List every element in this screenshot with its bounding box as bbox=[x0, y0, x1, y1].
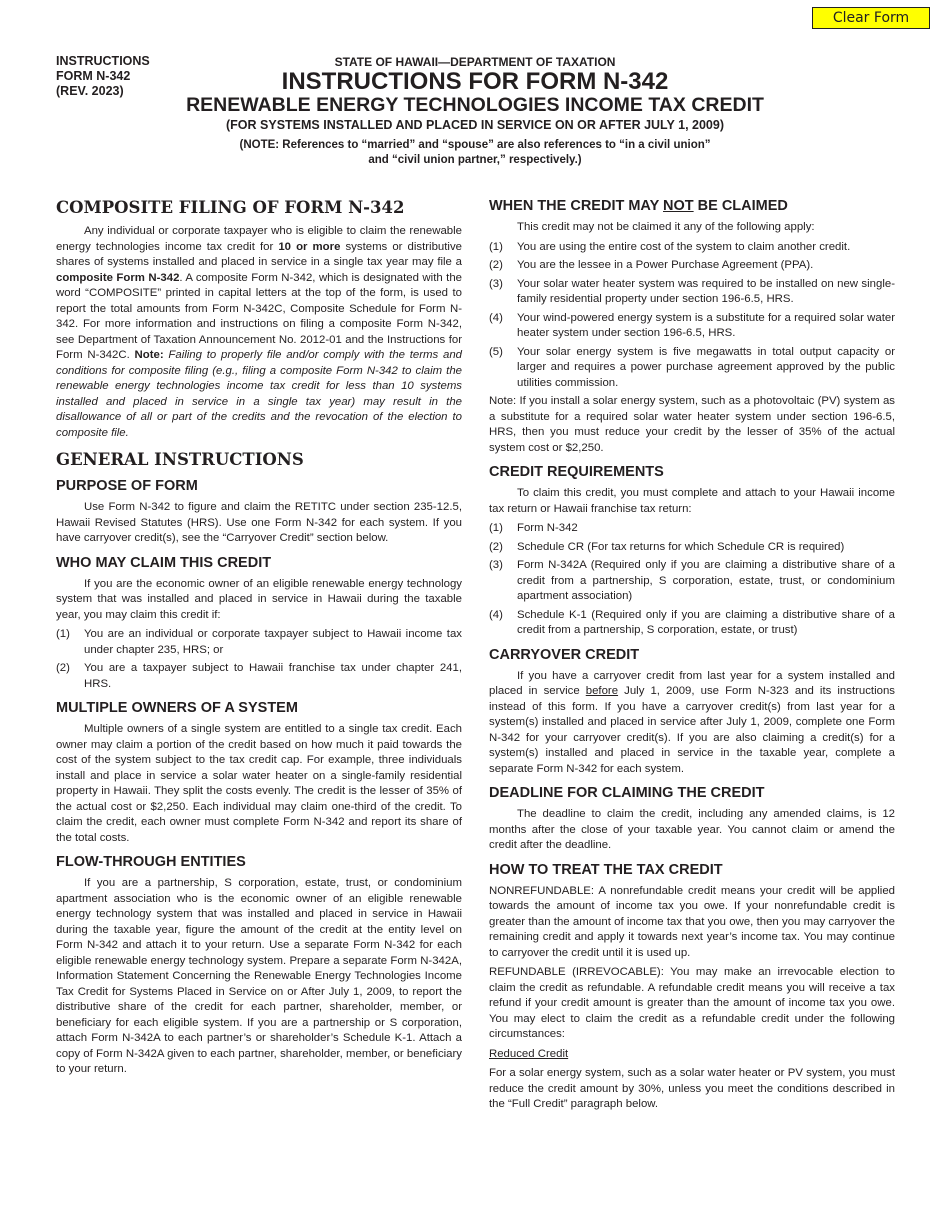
not-claimed-heading bbox=[489, 197, 895, 215]
flow-through-heading: FLOW-THROUGH ENTITIES bbox=[56, 854, 246, 870]
who-may-claim-paragraph: If you are the economic owner of an eligible renewable energy technology system that was installed and placed in service in Hawaii during the taxable year, you may claim this credit if: bbox=[56, 577, 462, 621]
list-item bbox=[489, 240, 895, 256]
text-run: July 1, 2009, use Form N-323 and its instructions instead of this form. If you have a carryover credit(s) from last year for a system(s) installed and placed in service after July 1, 2009, complete one Form N-342 for your carryover credit(s). If you are also claiming a credit(s) for a system(s) installed and placed in service in the taxable year, complete a separate Form N-342 for each system. bbox=[489, 685, 895, 775]
credit-requirements-intro: To claim this credit, you must complete and attach to your Hawaii income tax return or Hawaii franchise tax return: bbox=[489, 487, 895, 515]
page-title: INSTRUCTIONS FOR FORM N-342 bbox=[281, 68, 669, 95]
applicability-note: (FOR SYSTEMS INSTALLED AND PLACED IN SERVICE ON OR AFTER JULY 1, 2009) bbox=[226, 118, 724, 132]
text-run: If you have a carryover credit from last year for a system installed and placed in service bbox=[489, 669, 895, 697]
list-number: (1) bbox=[489, 240, 503, 253]
purpose-paragraph: Use Form N-342 to figure and claim the RETITC under section 235-12.5, Hawaii Revised Statutes (HRS). Use one Form N-342 for each system. If you have carryover credit(s), see the “Carryover Credit” section below. bbox=[56, 501, 462, 544]
text-run: . A composite Form N-342, which is designated with the word “COMPOSITE” printed in capital letters at the top of the form, is used to report the total amounts from Form N-342C, Composite Schedule for Form N-342. For more information and instructions on filing a composite Form N-342, see Department of Taxation Announcement No. 2012-01 and the Instructions for Form N-342C. bbox=[56, 271, 462, 361]
list-text: Form N-342A (Required only if you are claiming a distributive share of a credit from a partnership, S corporation, estate, trust, or condominium apartment association) bbox=[517, 559, 895, 602]
carryover-credit-paragraph bbox=[489, 669, 895, 778]
civil-union-note bbox=[150, 138, 800, 168]
list-text: Your wind-powered energy system is a substitute for a required solar water heater system under section 196-6.5, HRS. bbox=[517, 311, 895, 339]
note-label: Note: bbox=[134, 349, 164, 361]
reduced-credit-subheading: Reduced Credit bbox=[489, 1047, 569, 1060]
carryover-credit-heading: CARRYOVER CREDIT bbox=[489, 646, 640, 663]
note-italic-text: Failing to properly file and/or comply with the terms and conditions for composite filing (e.g., filing a composite Form N-342 to claim the renewable energy technologies income tax credit for less than 10 systems installed and placed in service in a single tax year) may result in the disallowance of all or part of the credits and the revocation of the election to composite file. bbox=[56, 349, 462, 439]
reduced-credit-paragraph: For a solar energy system, such as a solar water heater or PV system, you must reduce the credit amount by 30%, unless you meet the conditions described in the “Full Credit” paragraph below. bbox=[489, 1067, 895, 1110]
list-text: Schedule CR (For tax returns for which Schedule CR is required) bbox=[517, 540, 845, 553]
list-item bbox=[56, 627, 462, 658]
list-text: Schedule K-1 (Required only if you are claiming a distributive share of a credit from a partnership, S corporation, estate, or trust) bbox=[517, 608, 895, 636]
note-line: (NOTE: References to “married” and “spouse” are also references to “in a civil union” bbox=[239, 139, 711, 151]
list-item bbox=[489, 558, 895, 605]
clear-form-button[interactable]: Clear Form bbox=[812, 7, 930, 29]
note-line: and “civil union partner,” respectively.) bbox=[368, 154, 582, 166]
list-item bbox=[489, 258, 895, 274]
form-id-line: FORM N-342 bbox=[56, 69, 131, 83]
list-number: (2) bbox=[489, 540, 503, 553]
list-text: Form N-342 bbox=[517, 522, 578, 534]
heading-emphasis: NOT bbox=[663, 198, 694, 214]
page-header bbox=[150, 55, 800, 168]
list-number: (1) bbox=[489, 522, 503, 534]
refundable-paragraph: REFUNDABLE (IRREVOCABLE): You may make an irrevocable election to claim the credit as refundable. A refundable credit means you will receive a tax refund if your credit amount is greater than the amount of income tax you owe. You may elect to claim the credit as a refundable credit under the following circumstances: bbox=[489, 966, 895, 1040]
general-instructions-heading: GENERAL INSTRUCTIONS bbox=[56, 450, 304, 469]
list-text: You are using the entire cost of the system to claim another credit. bbox=[517, 240, 851, 253]
form-id-line: (REV. 2023) bbox=[56, 84, 124, 98]
tax-credit-treatment-heading: HOW TO TREAT THE TAX CREDIT bbox=[489, 861, 723, 878]
list-number: (5) bbox=[489, 345, 503, 358]
not-claimed-intro: This credit may not be claimed it any of the following apply: bbox=[517, 221, 815, 233]
who-may-claim-heading: WHO MAY CLAIM THIS CREDIT bbox=[56, 554, 272, 571]
list-item bbox=[489, 521, 895, 537]
deadline-heading: DEADLINE FOR CLAIMING THE CREDIT bbox=[489, 785, 765, 801]
list-item bbox=[489, 345, 895, 392]
text-run-bold: composite Form N-342 bbox=[56, 271, 180, 284]
text-run: systems or distributive shares of systems installed and placed in service in a single tax year may file a bbox=[56, 240, 462, 268]
not-claimed-note: Note: If you install a solar energy system, such as a photovoltaic (PV) system as a substitute for a required solar water heater system under section 196-6.5, HRS, then you must reduce your credit by the lesser of 35% of the actual system cost or $2,250. bbox=[489, 395, 895, 454]
text-run: Any individual or corporate taxpayer who is eligible to claim the renewable energy technologies income tax credit for bbox=[56, 225, 462, 253]
list-text: Your solar water heater system was required to be installed on new single-family residential property under section 196-6.5, HRS. bbox=[517, 277, 895, 305]
page-subtitle: RENEWABLE ENERGY TECHNOLOGIES INCOME TAX CREDIT bbox=[186, 94, 764, 116]
right-column bbox=[489, 193, 895, 1117]
composite-filing-paragraph bbox=[56, 224, 462, 441]
left-column bbox=[56, 193, 462, 1082]
list-item bbox=[489, 608, 895, 639]
list-number: (3) bbox=[489, 277, 503, 290]
list-number: (4) bbox=[489, 311, 503, 324]
form-identifier bbox=[56, 54, 150, 99]
multiple-owners-heading: MULTIPLE OWNERS OF A SYSTEM bbox=[56, 700, 298, 716]
credit-requirements-heading: CREDIT REQUIREMENTS bbox=[489, 464, 664, 480]
list-text: You are an individual or corporate taxpayer subject to Hawaii income tax under chapter 235, HRS; or bbox=[84, 628, 462, 656]
heading-run: WHEN THE CREDIT MAY bbox=[489, 198, 664, 214]
heading-run: BE CLAIMED bbox=[693, 198, 788, 214]
purpose-heading: PURPOSE OF FORM bbox=[56, 478, 198, 494]
list-text: You are a taxpayer subject to Hawaii franchise tax under chapter 241, HRS. bbox=[84, 662, 462, 690]
text-run-bold: 10 or more bbox=[278, 240, 341, 253]
list-number: (4) bbox=[489, 608, 503, 621]
list-number: (2) bbox=[56, 662, 70, 674]
department-name: STATE OF HAWAII—DEPARTMENT OF TAXATION bbox=[334, 55, 616, 69]
list-item bbox=[489, 311, 895, 342]
list-text: Your solar energy system is five megawatts in total output capacity or larger and requires a power purchase agreement approved by the public utilities commission. bbox=[517, 345, 895, 389]
list-number: (1) bbox=[56, 628, 70, 640]
list-number: (3) bbox=[489, 559, 503, 571]
composite-filing-heading: COMPOSITE FILING OF FORM N-342 bbox=[56, 198, 405, 217]
flow-through-paragraph: If you are a partnership, S corporation, estate, trust, or condominium apartment association who is the economic owner of an eligible renewable energy technology system that was installed and placed in service in Hawaii during the taxable year, figure the amount of the credit at the entity level on Form N-342 and attach it to your return. Use a separate Form N-342 for each eligible renewable energy technology system. Prepare a separate Form N-342A, Information Statement Concerning the Renewable Energy Technologies Income Tax Credit for Systems Placed in Service on or After July 1, 2009, to report the distributive share of the credit for each partner, shareholder, member, or beneficiary for each eligible system. If you are a partnership or S corporation, attach Form N-342A to each partner’s or shareholder’s Schedule K-1. Attach a copy of Form N-342A given to each partner, shareholder, member, or beneficiary to your return. bbox=[56, 877, 462, 1075]
list-item bbox=[489, 277, 895, 308]
list-text: You are the lessee in a Power Purchase Agreement (PPA). bbox=[517, 259, 814, 271]
list-number: (2) bbox=[489, 259, 503, 271]
multiple-owners-paragraph: Multiple owners of a single system are entitled to a single tax credit. Each owner may claim a portion of the credit based on how much it paid towards the cost of the system subject to the tax credit cap. For example, three individuals install and place in service a solar water heater on a single-family residential property in Hawaii. They split the costs evenly. The credit is the lesser of 35% of the actual cost or $2,250. Each individual may claim one-third of the credit. To claim the credit, each owner must complete Form N-342 and report its share of the total costs. bbox=[56, 723, 462, 844]
text-run-underlined: before bbox=[585, 685, 619, 697]
list-item bbox=[489, 540, 895, 556]
deadline-paragraph: The deadline to claim the credit, including any amended claims, is 12 months after the close of your taxable year. You cannot claim or amend the credit after the deadline. bbox=[489, 808, 895, 851]
form-id-line: INSTRUCTIONS bbox=[56, 54, 150, 68]
list-item bbox=[56, 661, 462, 692]
nonrefundable-paragraph: NONREFUNDABLE: A nonrefundable credit means your credit will be applied towards the amount of income tax you owe. If your nonrefundable credit is greater than the amount of income tax that you owe, then you may carryover the remaining credit and apply it towards next year’s income tax. You may continue to carryover the credit until it is used up. bbox=[489, 884, 895, 959]
